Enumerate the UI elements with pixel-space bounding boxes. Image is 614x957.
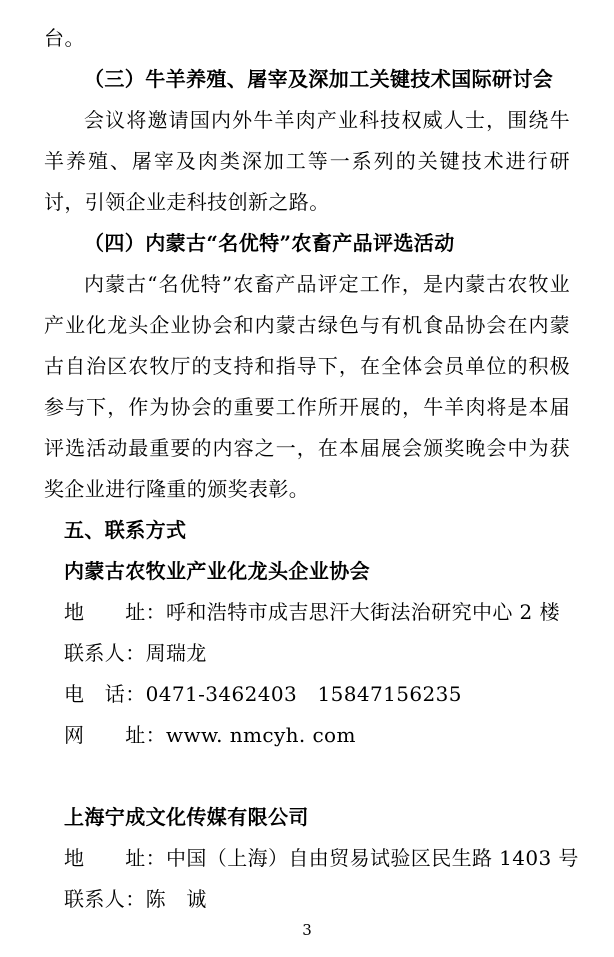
organization-1-phone: 电 话：0471-3462403 15847156235 xyxy=(64,682,462,706)
organization-1-contact-person: 联系人：周瑞龙 xyxy=(64,641,207,665)
section-heading-3: （三）牛羊养殖、屠宰及深加工关键技术国际研讨会 xyxy=(84,67,554,91)
organization-1-website: 网 址：www. nmcyh. com xyxy=(64,723,356,747)
organization-1-address: 地 址：呼和浩特市成吉思汗大街法治研究中心 2 楼 xyxy=(64,600,560,624)
contact-section-title: 五、联系方式 xyxy=(64,518,187,542)
organization-name-2: 上海宁成文化传媒有限公司 xyxy=(64,805,309,829)
section-heading-4: （四）内蒙古“名优特”农畜产品评选活动 xyxy=(84,231,455,255)
organization-2-contact-person: 联系人：陈 诚 xyxy=(64,887,207,911)
organization-name-1: 内蒙古农牧业产业化龙头企业协会 xyxy=(64,559,370,583)
top-text-fragment: 台。 xyxy=(44,26,85,50)
organization-2-address: 地 址：中国（上海）自由贸易试验区民生路 1403 号 xyxy=(64,846,579,870)
section-spacer xyxy=(44,756,570,797)
page-number: 3 xyxy=(302,921,312,939)
section-paragraph-4: 内蒙古“名优特”农畜产品评定工作，是内蒙古农牧业产业化龙头企业协会和内蒙古绿色与有机食品协会在内蒙古自治区农牧厅的支持和指导下，在全体会员单位的积极参与下，作为协会的重要工作所开展的，牛羊肉将是本届评选活动最重要的内容之一，在本届展会颁奖晚会中为获奖企业进行隆重的颁奖表彰。 xyxy=(44,272,570,501)
section-paragraph-3: 会议将邀请国内外牛羊肉产业科技权威人士，围绕牛羊养殖、屠宰及肉类深加工等一系列的关键技术进行研讨，引领企业走科技创新之路。 xyxy=(44,108,570,214)
